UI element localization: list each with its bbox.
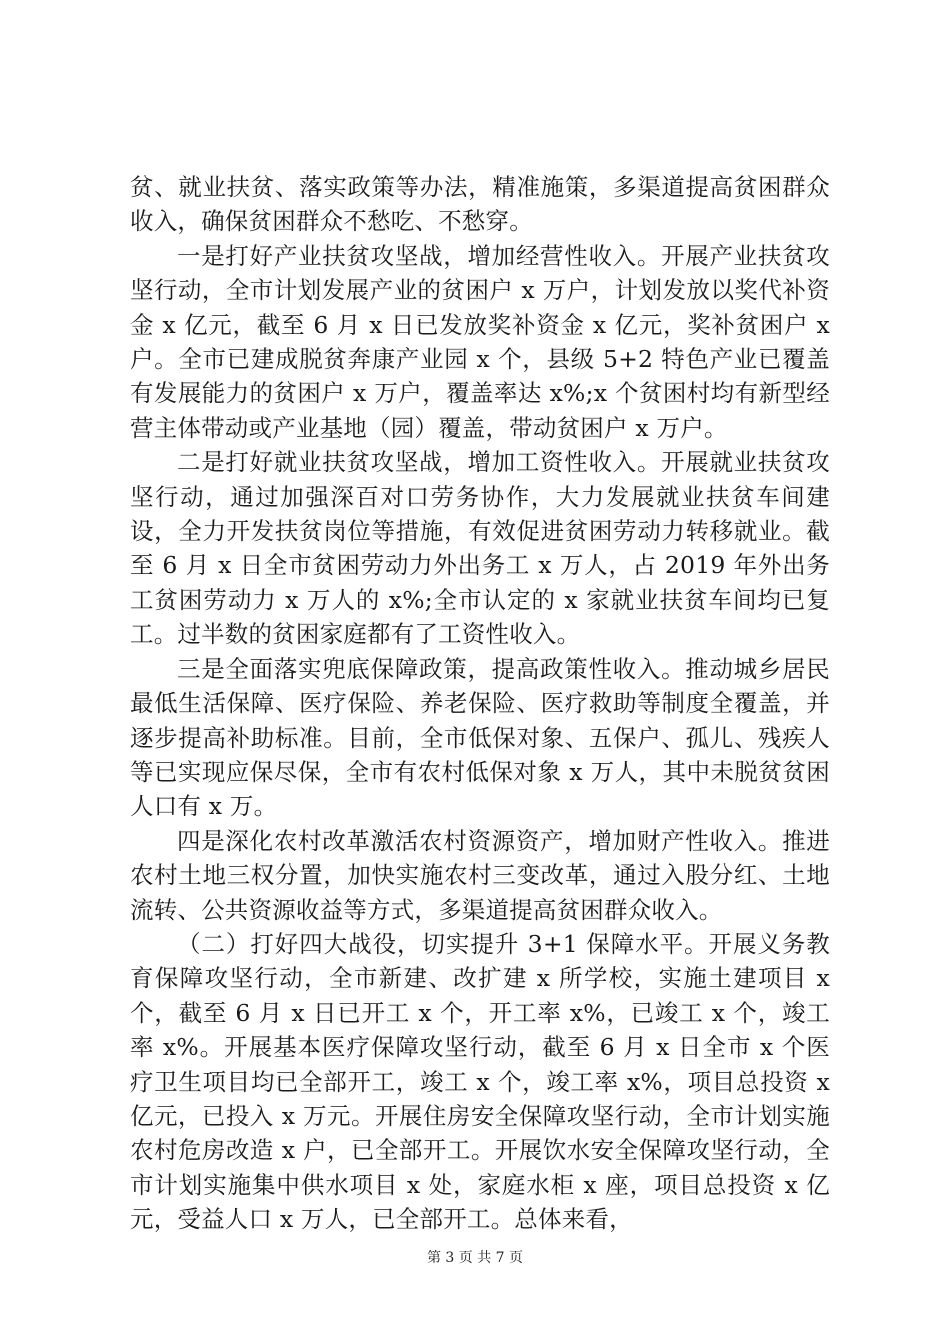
- paragraph-3: 三是全面落实兜底保障政策，提高政策性收入。推动城乡居民最低生活保障、医疗保险、养老保险、医疗救助等制度全覆盖，并逐步提高补助标准。目前，全市低保对象、五保户、孤儿、残疾人等已实现应保尽保，全市有农村低保对象 x 万人，其中未脱贫贫困人口有 x 万。: [130, 654, 830, 821]
- paragraph-5: （二）打好四大战役，切实提升 3+1 保障水平。开展义务教育保障攻坚行动，全市新建、改扩建 x 所学校，实施土建项目 x 个，截至 6 月 x 日已开工 x 个，开工率 x%，已竣工 x 个，竣工率 x%。开展基本医疗保障攻坚行动，截至 6 月 x 日全市 x 个医疗卫生项目均已全部开工，竣工 x 个，竣工率 x%，项目总投资 x 亿元，已投入 x 万元。开展住房安全保障攻坚行动，全市计划实施农村危房改造 x 户，已全部开工。开展饮水安全保障攻坚行动，全市计划实施集中供水项目 x 处，家庭水柜 x 座，项目总投资 x 亿元，受益人口 x 万人，已全部开工。总体来看，: [130, 929, 830, 1234]
- page-footer: 第 3 页 共 7 页: [426, 1250, 524, 1266]
- document-body: [130, 170, 830, 1237]
- paragraph-0: 贫、就业扶贫、落实政策等办法，精准施策，多渠道提高贫困群众收入，确保贫困群众不愁吃、不愁穿。: [130, 173, 830, 236]
- paragraph-1: 一是打好产业扶贫攻坚战，增加经营性收入。开展产业扶贫攻坚行动，全市计划发展产业的贫困户 x 万户，计划发放以奖代补资金 x 亿元，截至 6 月 x 日已发放奖补资金 x 亿元，奖补贫困户 x 户。全市已建成脱贫奔康产业园 x 个，县级 5+2 特色产业已覆盖有发展能力的贫困户 x 万户，覆盖率达 x%;x 个贫困村均有新型经营主体带动或产业基地（园）覆盖，带动贫困户 x 万户。: [130, 241, 830, 442]
- paragraph-2: 二是打好就业扶贫攻坚战，增加工资性收入。开展就业扶贫攻坚行动，通过加强深百对口劳务协作，大力发展就业扶贫车间建设，全力开发扶贫岗位等措施，有效促进贫困劳动力转移就业。截至 6 月 x 日全市贫困劳动力外出务工 x 万人，占 2019 年外出务工贫困劳动力 x 万人的 x%;全市认定的 x 家就业扶贫车间均已复工。过半数的贫困家庭都有了工资性收入。: [130, 448, 830, 649]
- paragraph-4: 四是深化农村改革激活农村资源资产，增加财产性收入。推进农村土地三权分置，加快实施农村三变改革，通过入股分红、土地流转、公共资源收益等方式，多渠道提高贫困群众收入。: [130, 826, 830, 924]
